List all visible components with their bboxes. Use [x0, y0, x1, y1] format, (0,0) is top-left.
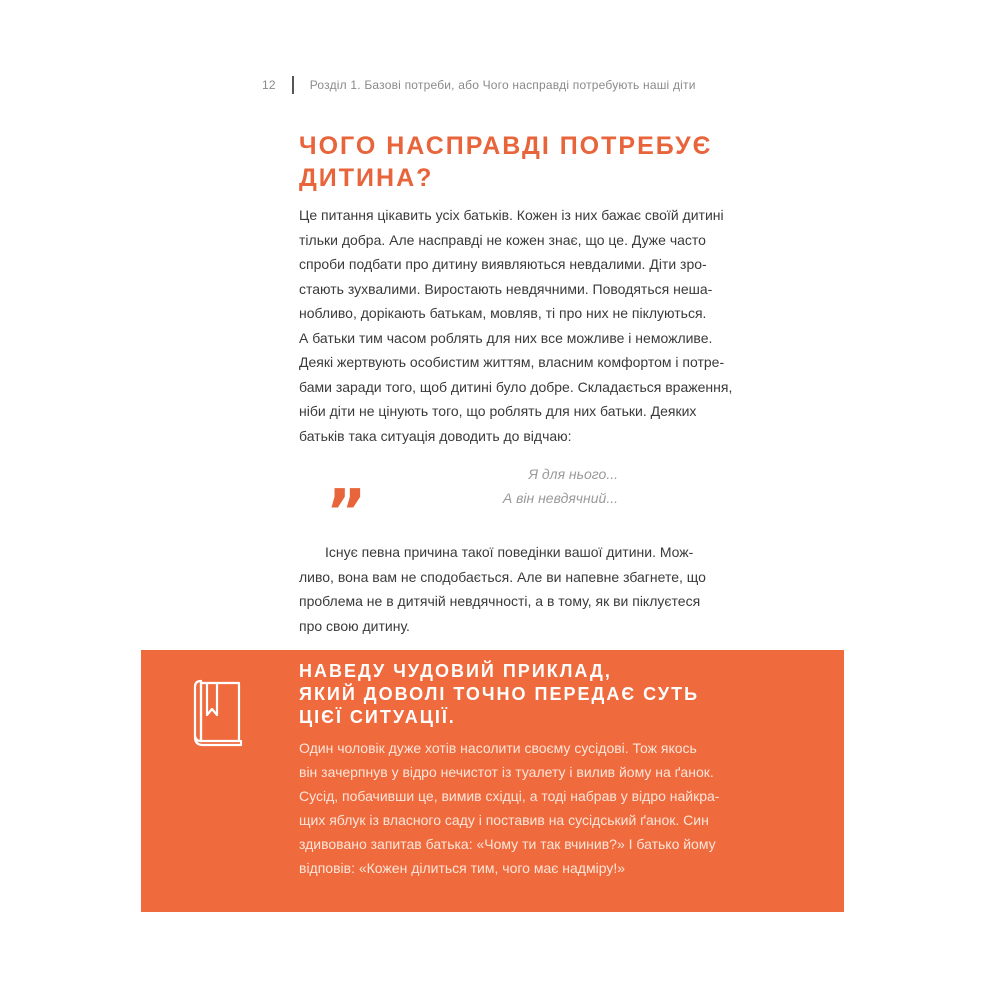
text-line: бами заради того, щоб дитині було добре. Складається враження, — [299, 378, 733, 395]
callout-title-line: НАВЕДУ ЧУДОВИЙ ПРИКЛАД, — [299, 661, 612, 681]
quote-mark-icon: „ — [327, 442, 368, 515]
pull-quote — [428, 462, 618, 510]
text-line: тільки добра. Але насправді не кожен знає, що це. Дуже часто — [299, 231, 706, 248]
section-title-line: ЧОГО НАСПРАВДІ ПОТРЕБУЄ — [299, 132, 713, 160]
text-line: щих яблук із власного саду і поставив на сусідський ґанок. Син — [299, 812, 709, 828]
text-line: він зачерпнув у відро нечистот із туалету і вилив йому на ґанок. — [299, 764, 714, 780]
text-line: А батьки тим часом роблять для них все можливе і неможливе. — [299, 329, 713, 346]
section-title-line: ДИТИНА? — [299, 164, 434, 192]
callout-title-line: ЯКИЙ ДОВОЛІ ТОЧНО ПЕРЕДАЄ СУТЬ — [299, 684, 700, 704]
example-callout-box — [141, 650, 844, 912]
text-line: Сусід, побачивши це, вимив східці, а тоді набрав у відро найкра- — [299, 788, 720, 804]
text-line: ніби діти не цінують того, що роблять для них батьки. Деяких — [299, 403, 697, 419]
header-divider — [292, 76, 294, 94]
page-number: 12 — [262, 78, 276, 92]
section-title — [299, 130, 769, 194]
callout-title-line: ЦІЄЇ СИТУАЦІЇ. — [299, 707, 456, 727]
chapter-title: Розділ 1. Базові потреби, або Чого насправді потребують наші діти — [309, 78, 696, 92]
text-line: про свою дитину. — [299, 617, 410, 634]
text-line: Це питання цікавить усіх батьків. Кожен із них бажає своїй дитині — [299, 207, 724, 223]
callout-story — [299, 736, 799, 880]
text-line: здивовано запитав батька: «Чому ти так вчинив?» І батько йому — [299, 836, 716, 852]
quote-line: А він невдячний... — [502, 490, 618, 506]
text-line: ливо, вона вам не сподобається. Але ви напевне збагнете, що — [299, 568, 706, 585]
book-bookmark-icon — [191, 675, 247, 752]
text-line: відповів: «Кожен ділиться тим, чого має надміру!» — [299, 860, 625, 876]
callout-title — [299, 660, 699, 729]
text-line: Існує певна причина такої поведінки вашої дитини. Мож- — [325, 544, 694, 560]
paragraph-intro — [299, 203, 766, 448]
text-line: Деякі жертвують особистим життям, власним комфортом і потре- — [299, 354, 725, 370]
text-line: проблема не в дитячій невдячності, а в тому, як ви піклуєтеся — [299, 593, 701, 609]
paragraph-explanation — [299, 540, 766, 638]
text-line: нобливо, дорікають батькам, мовляв, ті про них не піклуються. — [299, 305, 707, 321]
running-head — [262, 76, 696, 94]
text-line: стають зухвалими. Виростають невдячними. Поводяться неша- — [299, 280, 713, 297]
quote-line: Я для нього... — [528, 466, 618, 482]
text-line: батьків така ситуація доводить до відчаю: — [299, 427, 572, 444]
text-line: спроби подбати про дитину виявляються невдалими. Діти зро- — [299, 256, 707, 272]
text-line: Один чоловік дуже хотів насолити своєму сусідові. Тож якось — [299, 740, 697, 756]
